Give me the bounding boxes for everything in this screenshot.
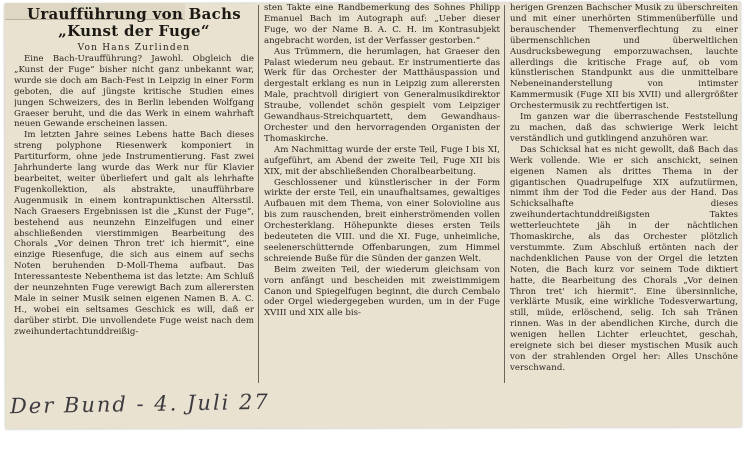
- paragraph: Im ganzen war die überraschende Feststellung zu machen, daß das schwierige Werk leicht verständlich und gutklingend anzuhören war.: [510, 112, 738, 144]
- title-line-1: Uraufführung von Bachs: [26, 6, 242, 23]
- column-divider: [504, 5, 505, 383]
- paragraph: herigen Grenzen Bachscher Musik zu überschreiten und mit einer unerhörten Stimmenüberfülle und berauschender Themenverflechtung zu einer übermenschlichen und überweltlichen Ausdrucksbewegung emporzuwachsen, lauchte allerdings die kritische Frage auf, ob vom künstlerischen Standpunkt aus die unmittelbare Nebeneinanderstellung von intimster Kammermusik (Fuge XII bis XVII) und allergrößter Orchestermusik zu rechtfertigen ist.: [510, 3, 738, 112]
- paragraph: Das Schicksal hat es nicht gewollt, daß Bach das Werk vollende. Wie er sich anschickt, seinen eigenen Namen als drittes Thema in der gigantischen Quadrupelfuge XIX aufzutürmen, nimmt ihm der Tod die Feder aus der Hand. Das Schicksalhafte dieses zweihundertachtunddreißigsten Taktes wetterleuchtete jäh in der nächtlichen Thomaskirche, als das Orchester plötzlich verstummte. Zum Abschluß ertönten nach der nachdenklichen Pause von der Orgel die letzten Noten, die Bach kurz vor seinem Tode diktiert hatte, die Bearbeitung des Chorals „Vor deinen Thron tret' ich hiermit“. Eine übersinnliche, verklärte Musik, eine wirkliche Todesverwartung, still, müde, erlöschend, selig. Ich sah Tränen rinnen. Was in der abendlichen Kirche, durch die wenigen hellen Lichter erleuchtet, geschah, ereignete sich bei dieser mystischen Musik auch von der strahlenden Orgel her: Alles Unschöne verschwand.: [510, 144, 738, 373]
- paragraph: Geschlossener und künstlerischer in der Form wirkte der erste Teil, ein unaufhaltsames, gewaltiges Aufbauen mit dem Thema, von einer Solovioline aus bis zum rauschenden, breit einherströmenden vollen Orchesterklang. Höhepunkte dieses ersten Teils bedeuteten die VIII. und die XI. Fuge, unheimliche, seelenerschütternde Offenbarungen, zum Himmel schreiende Buße für die Sünden der ganzen Welt.: [264, 177, 500, 264]
- article-title: [14, 6, 254, 40]
- title-line-2: „Kunst der Fuge“: [58, 22, 210, 40]
- column-2: [264, 3, 500, 383]
- handwritten-annotation: Der Bund - 4. Juli 27: [9, 389, 270, 419]
- column-3: [510, 3, 738, 383]
- paragraph: Aus Trümmern, die herumlagen, hat Graeser den Palast wiederum neu gebaut. Er instrumentierte das Werk für das Orchester der Matthäuspassion und dergestalt erklang es nun in Leipzig zum allerersten Male, prachtvoll dirigiert von Generalmusikdirektor Straube, vollendet schön gespielt vom Leipziger Gewandhaus-Streichquartett, dem Gewandhaus-Orchester und den hervorragenden Organisten der Thomaskirche.: [264, 46, 500, 144]
- author-byline: Von Hans Zurlinden: [77, 43, 191, 53]
- paragraph: Beim zweiten Teil, der wiederum gleichsam von vorn anfängt und bescheiden mit zweistimmigem Canon und Spiegelfugen beginnt, die durch Cembalo oder Orgel wiedergegeben wurden, um in der Fuge XVIII und XIX alle bis-: [264, 264, 500, 319]
- column-divider: [258, 5, 259, 383]
- column-1: [14, 6, 254, 386]
- paragraph: Am Nachmittag wurde der erste Teil, Fuge I bis XI, aufgeführt, am Abend der zweite Teil, Fuge XII bis XIX, mit der abschließenden Choralbearbeitung.: [264, 144, 500, 177]
- paragraph: sten Takte eine Randbemerkung des Sohnes Philipp Emanuel Bach im Autograph auf: „Ueber dieser Fuge, wo der Name B. A. C. H. im Kontrasubjekt angebracht worden, ist der Verfasser gestorben.“: [264, 3, 500, 46]
- paragraph: Eine Bach-Uraufführung? Jawohl. Obgleich die „Kunst der Fuge“ bisher nicht ganz unbekannt war, wurde sie doch am Bach-Fest in Leipzig in einer Form geboten, die auf jüngste kritische Studien eines jungen Schweizers, des in Berlin lebenden Wolfgang Graeser beruht, und die das Werk in einem wahrhaft neuen Gewande erscheinen lassen.: [14, 54, 254, 130]
- paragraph: Im letzten Jahre seines Lebens hatte Bach dieses streng polyphone Riesenwerk komponiert in Partiturform, ohne jede Instrumentierung. Fast zwei Jahrhunderte lang wurde das Werk nur für Klavier bearbeitet, weiter überliefert und galt als lehrhafte Fugenkollektion, als abstrakte, unaufführbare Augenmusik in einem kontrapunktischen Altersstil. Nach Graesers Ergebnissen ist die „Kunst der Fuge“, bestehend aus neunzehn Einzelfugen und einer abschließenden vierstimmigen Bearbeitung des Chorals „Vor deinen Thron tret' ich hiermit“, eine einzige Riesenfuge, die sich aus einem auf sechs Noten beruhenden D-Moll-Thema aufbaut. Das Interessanteste Nebenthema ist das letzte: Am Schluß der neunzehnten Fuge verewigt Bach zum allerersten Male in seiner Musik seinen eigenen Namen B. A. C. H., wobei ein seltsames Geschick es will, daß er darüber stirbt. Die unvollendete Fuge weist nach dem zweihundertachtunddreißig-: [14, 130, 254, 337]
